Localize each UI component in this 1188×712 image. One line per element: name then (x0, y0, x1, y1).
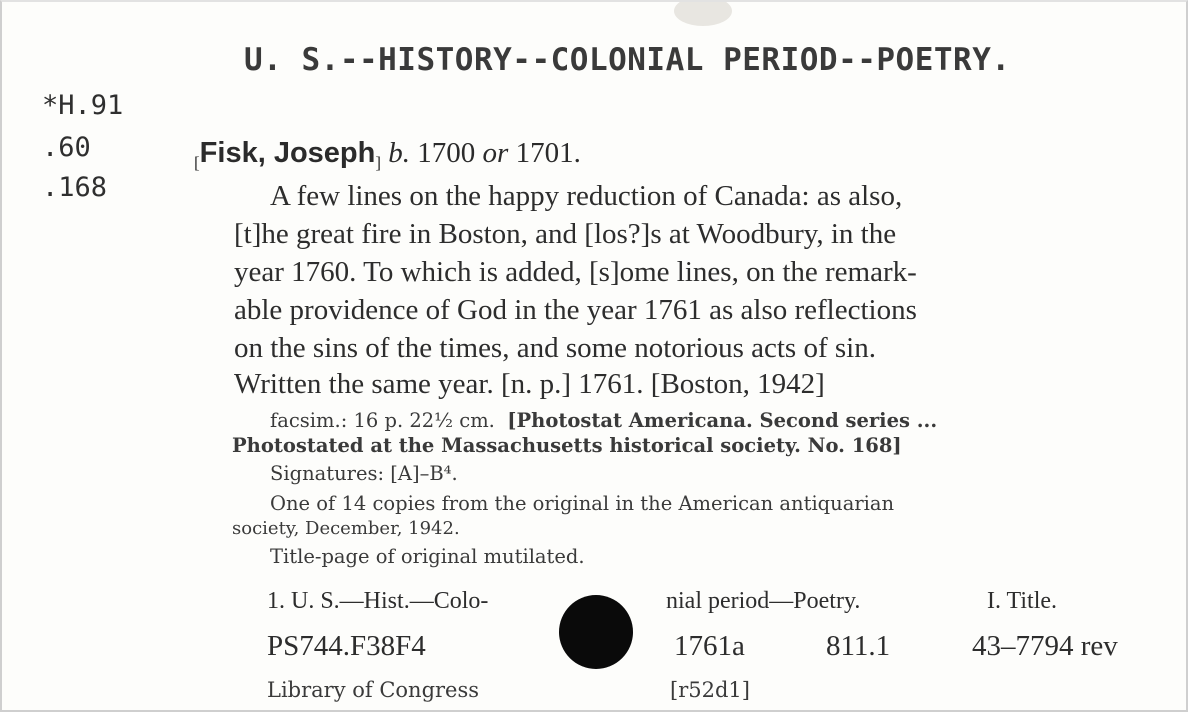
title-line-2: [t]he great fire in Boston, and [los?]s at Woodbury, in the (234, 218, 897, 250)
title-line-6: Written the same year. [n. p.] 1761. [Boston, 1942] (234, 368, 825, 400)
title-tracing: I. Title. (987, 588, 1058, 614)
lc-classification: PS744.F38F4 (267, 630, 426, 662)
call-number-line-3: .168 (42, 172, 108, 203)
torn-corner (674, 0, 732, 26)
title-line-4: able providence of God in the year 1761 as also reflections (234, 294, 917, 326)
copies-note-line-1: One of 14 copies from the original in the American antiquarian (270, 492, 895, 515)
collation-note: facsim.: 16 p. 22½ cm. [Photostat Americana. Second series ... (270, 409, 938, 432)
author-entry: $_[$Fisk, Joseph$_]$ b. 1700 or 1701. (194, 137, 581, 172)
card-number: 43–7794 rev (972, 630, 1118, 662)
library-imprint: Library of Congress (267, 678, 480, 702)
signatures-note: Signatures: [A]–B⁴. (270, 462, 458, 485)
title-line-5: on the sins of the times, and some notorious acts of sin. (234, 332, 876, 364)
subject-tracing-part-1: 1. U. S.—Hist.—Colo- (267, 588, 489, 614)
call-number-line-2: .60 (42, 132, 91, 163)
title-line-1: A few lines on the happy reduction of Canada: as also, (270, 180, 903, 212)
subject-tracing-part-2: nial period—Poetry. (666, 588, 861, 614)
punch-hole (559, 595, 633, 669)
call-number-line-1: *H.91 (42, 90, 124, 121)
author-name: Fisk, Joseph (199, 137, 376, 169)
print-code: [r52d1] (670, 678, 750, 702)
subject-heading: U. S.--HISTORY--COLONIAL PERIOD--POETRY. (244, 42, 1011, 78)
dewey-number: 811.1 (826, 630, 891, 662)
title-page-note: Title-page of original mutilated. (270, 545, 585, 568)
title-line-3: year 1760. To which is added, [s]ome lines, on the remark- (234, 256, 917, 288)
copies-note-line-2: society, December, 1942. (232, 518, 460, 539)
date-code: 1761a (674, 630, 745, 662)
series-note: Photostated at the Massachusetts historical society. No. 168] (232, 434, 902, 457)
